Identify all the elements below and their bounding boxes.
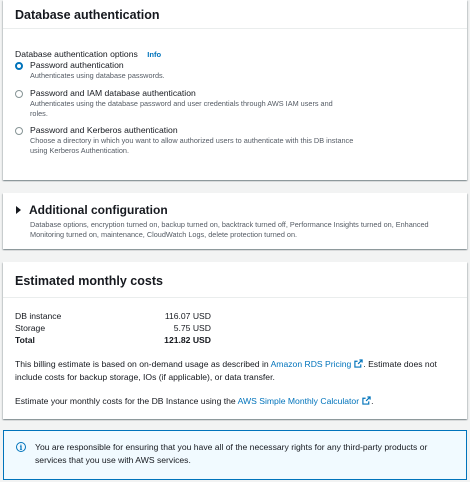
cost-row-total <box>15 334 211 346</box>
calculator-link[interactable] <box>237 396 374 406</box>
cost-value: 116.07 USD <box>164 311 211 321</box>
info-alert <box>3 430 467 480</box>
cost-label: Storage <box>15 323 46 333</box>
rds-pricing-link-text[interactable]: Amazon RDS Pricing <box>270 359 352 369</box>
cost-label: DB instance <box>15 311 62 321</box>
info-icon: i <box>16 442 26 452</box>
additional-configuration-panel[interactable] <box>3 193 467 249</box>
radio-password-kerberos-auth[interactable] <box>15 125 360 155</box>
caret-right-icon[interactable] <box>16 206 21 214</box>
info-link[interactable]: Info <box>147 50 162 59</box>
additional-configuration-description: Database options, encryption turned on, backup turned on, backtrack turned off, Performance Insights turned on, Enhanced Monitoring turned on, maintenance, CloudWatch Logs, delete protection turned on. <box>30 220 429 239</box>
alert-text: You are responsible for ensuring that you have all of the necessary rights for any third-party products or services that you use with AWS services. <box>35 442 428 465</box>
option-description: Authenticates using database passwords. <box>30 71 165 80</box>
billing-note <box>15 358 455 384</box>
database-authentication-title: Database authentication <box>3 0 467 29</box>
radio-password-iam-auth[interactable] <box>15 88 350 118</box>
external-link-icon[interactable] <box>354 359 363 368</box>
external-link-icon[interactable] <box>362 396 374 406</box>
rds-pricing-link[interactable] <box>271 359 364 369</box>
option-title: Password and IAM database authentication <box>30 88 196 98</box>
additional-configuration-title[interactable]: Additional configuration <box>29 203 168 217</box>
radio-button-selected[interactable] <box>15 62 23 70</box>
option-title: Password authentication <box>30 60 124 70</box>
billing-note-text-after: . Estimate does not include costs for backup storage, IOs (if applicable), or data transfer. <box>15 359 437 382</box>
auth-options-label: Database authentication options <box>15 49 138 59</box>
estimated-costs-panel <box>3 262 467 419</box>
option-title: Password and Kerberos authentication <box>30 125 178 135</box>
estimated-costs-title: Estimated monthly costs <box>3 262 467 298</box>
cost-value: 5.75 USD <box>173 323 211 333</box>
calculator-note-text-after: . <box>371 396 374 406</box>
cost-row-db-instance <box>15 310 211 322</box>
calculator-link-text[interactable]: AWS Simple Monthly Calculator <box>237 396 360 406</box>
calculator-note-text: Estimate your monthly costs for the DB Instance using the <box>15 396 238 406</box>
option-description: Choose a directory in which you want to allow authorized users to authenticate with this DB instance using Kerberos Authentication. <box>30 136 354 155</box>
radio-button[interactable] <box>15 127 23 135</box>
cost-label: Total <box>15 335 35 345</box>
radio-password-auth[interactable] <box>15 60 165 81</box>
cost-row-storage <box>15 322 211 334</box>
calculator-note <box>15 395 455 408</box>
radio-button[interactable] <box>15 90 23 98</box>
billing-note-text: This billing estimate is based on on-demand usage as described in <box>15 359 271 369</box>
option-description: Authenticates using the database password and user credentials through AWS IAM users and roles. <box>30 99 333 118</box>
cost-value: 121.82 USD <box>164 335 211 345</box>
database-authentication-panel <box>3 0 467 180</box>
cost-table <box>15 310 211 346</box>
